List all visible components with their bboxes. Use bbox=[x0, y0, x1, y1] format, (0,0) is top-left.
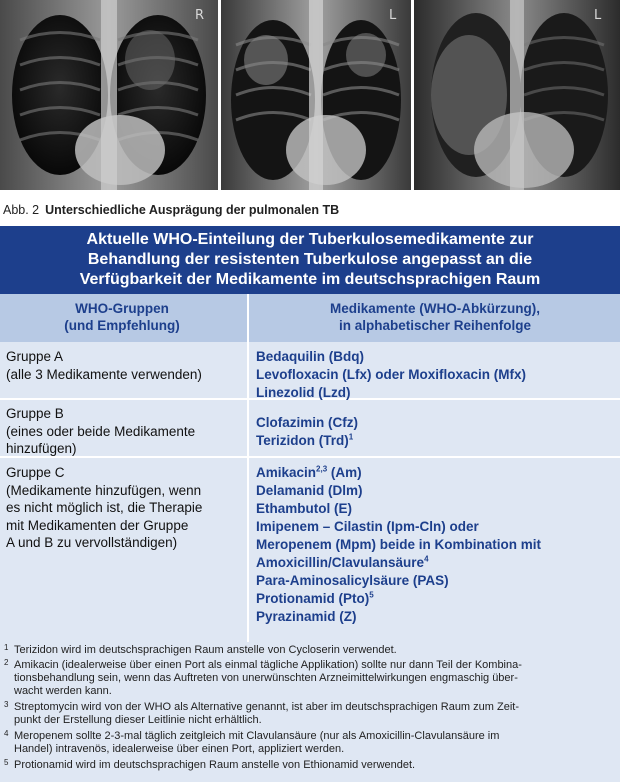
group-c-label bbox=[6, 464, 242, 552]
medication-name: Protionamid (Pto) bbox=[256, 591, 370, 606]
medication-name: Ethambutol (E) bbox=[256, 501, 352, 516]
footnote-2 bbox=[4, 658, 614, 699]
footnote-3 bbox=[4, 700, 614, 727]
footnote-mark: 5 bbox=[4, 758, 9, 767]
footnote-5 bbox=[4, 758, 614, 772]
footnote-line: Meropenem sollte 2-3-mal täglich zeitgleich mit Clavulansäure (nur als Amoxicillin-Clavulansäure im bbox=[14, 730, 500, 742]
group-label-line: es nicht möglich ist, die Therapie bbox=[6, 500, 203, 515]
footnote-ref: 1 bbox=[348, 432, 354, 442]
xray-image-1 bbox=[0, 0, 218, 190]
table-title bbox=[0, 226, 620, 294]
footnote-line: Amikacin (idealerweise über einen Port als einmal tägliche Applikation) sollte nur dann Teil der Kombina- bbox=[14, 659, 522, 671]
medication-item: Linezolid (Lzd) bbox=[256, 385, 351, 400]
medication-item bbox=[256, 590, 616, 608]
footnote-line: Terizidon wird im deutschsprachigen Raum anstelle von Cycloserin verwendet. bbox=[14, 644, 397, 656]
footnote-line: Streptomycin wird von der WHO als Alternative genannt, ist aber im deutschsprachigen Raum zum Zeit- bbox=[14, 701, 519, 713]
medication-item bbox=[256, 414, 616, 432]
figure-number: Abb. 2 bbox=[3, 203, 40, 217]
column-header-who-groups bbox=[0, 300, 244, 334]
footnote-mark: 1 bbox=[4, 643, 9, 652]
footnote-ref: 2,3 bbox=[316, 464, 328, 474]
medication-item bbox=[256, 518, 616, 536]
group-a-medications bbox=[256, 348, 616, 402]
footnote-mark: 2 bbox=[4, 658, 9, 667]
medication-name: Delamanid (Dlm) bbox=[256, 483, 363, 498]
footnote-1 bbox=[4, 643, 614, 657]
header-text: (und Empfehlung) bbox=[64, 318, 180, 333]
table-title-line: Verfügbarkeit der Medikamente im deutschsprachigen Raum bbox=[79, 271, 541, 288]
group-label-line: hinzufügen) bbox=[6, 441, 77, 456]
column-header-medications bbox=[250, 300, 620, 334]
medication-name: Para-Aminosalicylsäure (PAS) bbox=[256, 573, 449, 588]
footnote-line: wacht werden kann. bbox=[14, 685, 112, 698]
header-text: in alphabetischer Reihenfolge bbox=[338, 318, 532, 333]
footnote-ref: 4 bbox=[424, 554, 429, 564]
figure-caption-text: Unterschiedliche Ausprägung der pulmonalen TB bbox=[45, 203, 340, 217]
xray-image-2 bbox=[221, 0, 411, 190]
table-title-line: Behandlung der resistenten Tuberkulose angepasst an die bbox=[87, 251, 533, 268]
medication-item bbox=[256, 500, 616, 518]
group-b-label bbox=[6, 405, 242, 458]
side-marker: L bbox=[389, 8, 397, 23]
medication-abbrev: (Am) bbox=[327, 465, 362, 480]
table-title-line: Aktuelle WHO-Einteilung der Tuberkulosemedikamente zur bbox=[86, 231, 534, 248]
medication-item: Levofloxacin (Lfx) oder Moxifloxacin (Mfx) bbox=[256, 367, 527, 382]
column-divider bbox=[247, 294, 249, 642]
medication-item: Bedaquilin (Bdq) bbox=[256, 349, 364, 364]
medication-item bbox=[256, 432, 616, 450]
medication-name: Amoxicillin/Clavulansäure bbox=[256, 555, 425, 570]
medication-item bbox=[256, 464, 616, 482]
group-label-line: Gruppe C bbox=[6, 465, 65, 480]
medication-item bbox=[256, 554, 616, 572]
medication-name: Pyrazinamid (Z) bbox=[256, 609, 357, 624]
footnote-line: punkt der Erstellung dieser Leitlinie nicht erhältlich. bbox=[14, 714, 262, 727]
group-label-line: mit Medikamenten der Gruppe bbox=[6, 517, 189, 533]
group-c-medications bbox=[256, 464, 616, 626]
medication-item bbox=[256, 536, 616, 554]
medication-name: Imipenem – Cilastin (Ipm-Cln) oder bbox=[256, 519, 479, 534]
group-a-label bbox=[6, 348, 242, 383]
footnote-line: tionsbehandlung sein, wenn das Auftreten von unerwünschten Arzneimittelwirkungen engmaschig über- bbox=[14, 672, 518, 685]
footnote-ref: 5 bbox=[369, 590, 374, 600]
figure-caption bbox=[3, 203, 339, 217]
footnote-line: Protionamid wird im deutschsprachigen Raum anstelle von Ethionamid verwendet. bbox=[14, 759, 416, 771]
footnote-mark: 3 bbox=[4, 700, 9, 709]
header-text: WHO-Gruppen bbox=[75, 301, 169, 316]
medication-name: Meropenem (Mpm) beide in Kombination mit bbox=[256, 537, 542, 552]
group-label-line: (alle 3 Medikamente verwenden) bbox=[6, 366, 202, 382]
group-b-medications bbox=[256, 414, 616, 450]
group-label-line: (eines oder beide Medikamente bbox=[6, 423, 196, 439]
xray-image-strip bbox=[0, 0, 620, 190]
side-marker: L bbox=[594, 8, 602, 23]
medication-item bbox=[256, 608, 616, 626]
medication-item bbox=[256, 482, 616, 500]
medication-item bbox=[256, 572, 616, 590]
footnote-line: Handel) intravenös, idealerweise über einen Port, appliziert werden. bbox=[14, 743, 345, 756]
xray-image-3 bbox=[414, 0, 620, 190]
footnote-4 bbox=[4, 729, 614, 756]
group-label-line: Gruppe B bbox=[6, 406, 64, 421]
footnotes bbox=[0, 642, 620, 782]
medication-name: Terizidon (Trd) bbox=[256, 433, 349, 448]
footnote-mark: 4 bbox=[4, 729, 9, 738]
header-text: Medikamente (WHO-Abkürzung), bbox=[329, 301, 540, 316]
group-label-line: Gruppe A bbox=[6, 349, 64, 364]
side-marker: R bbox=[195, 8, 205, 23]
medication-name: Amikacin bbox=[256, 465, 317, 480]
medication-table bbox=[0, 294, 620, 642]
medication-name: Clofazimin (Cfz) bbox=[256, 415, 358, 430]
group-label-line: (Medikamente hinzufügen, wenn bbox=[6, 482, 202, 498]
group-label-line: A und B zu vervollständigen) bbox=[6, 535, 178, 550]
